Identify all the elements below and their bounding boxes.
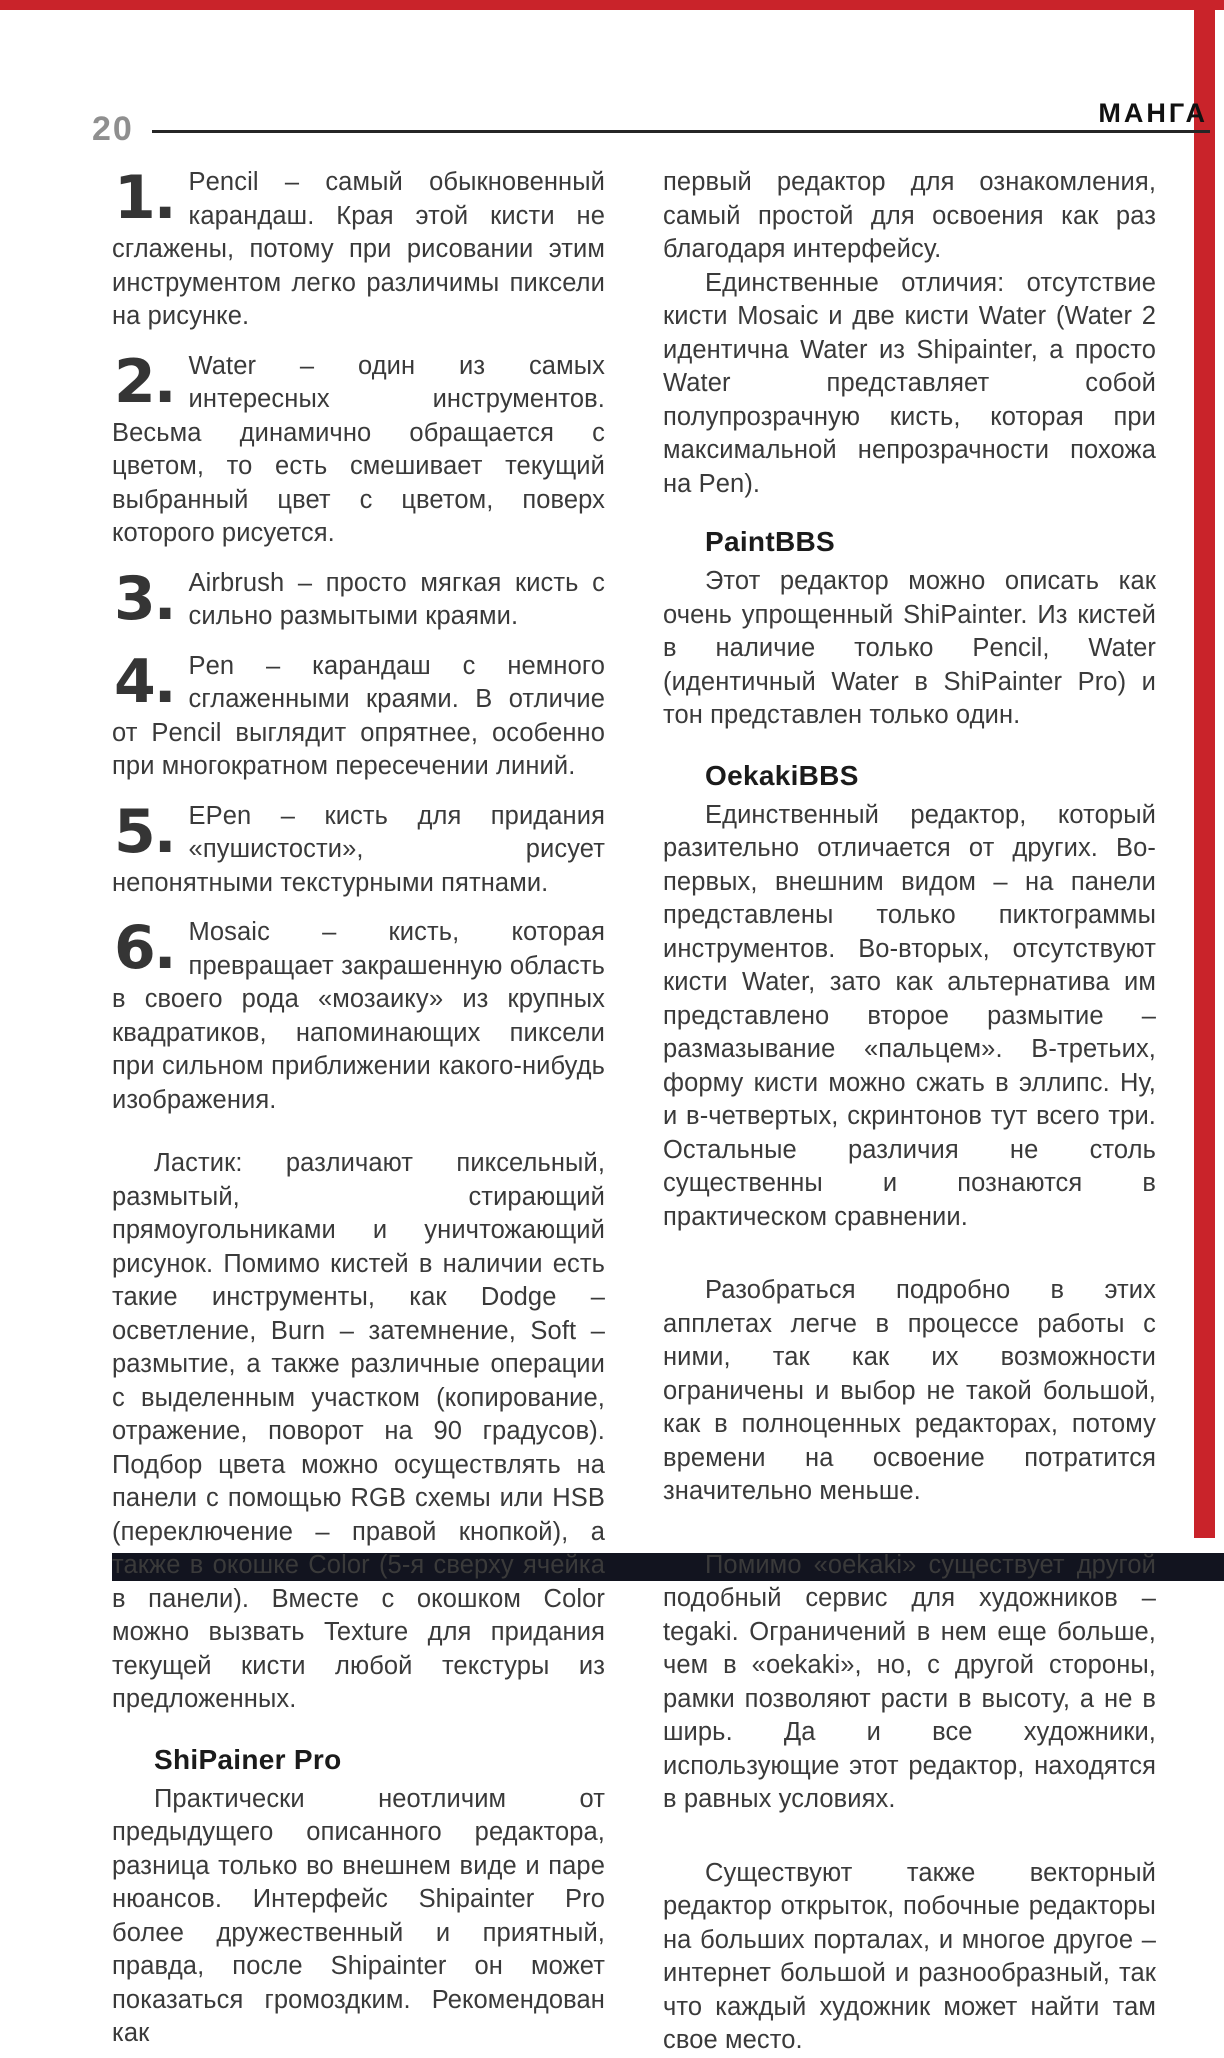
continuation-paragraph: первый редактор для ознакомления, самый простой для освоения как раз благодаря интерфейсу. <box>663 168 1156 263</box>
item-number: 1. <box>114 163 175 233</box>
list-item <box>112 913 605 1117</box>
section-heading-paintbbs: PaintBBS <box>705 526 835 557</box>
item-text: Water – один из самых интересных инструментов. Весьма динамично обращается с цветом, то есть смешивает текущий выбранный цвет с цветом, поверх которого рисуется. <box>112 351 605 547</box>
item-text: Pencil – самый обыкновенный карандаш. Края этой кисти не сглажены, потому при рисовании этим инструментом легко различимы пиксели на рисунке. <box>112 168 605 330</box>
list-item <box>112 346 605 551</box>
closing-paragraph: Помимо «oekaki» существует другой подобный сервис для художников – tegaki. Ограничений в нем еще больше, чем в «oekaki», но, с другой стороны, рамки позволяют расти в высоту, а не в ширь. Да и все художники, использующие этот редактор, находятся в равных условиях. <box>663 1550 1156 1813</box>
list-item <box>112 646 605 784</box>
top-accent-bar <box>0 0 1224 10</box>
item-number: 6. <box>114 913 175 983</box>
list-item <box>112 163 605 334</box>
header-rule <box>152 130 1210 133</box>
eraser-paragraph: Ластик: различают пиксельный, размытый, стирающий прямоугольниками и уничтожающий рисунок. Помимо кистей в наличии есть такие инструменты, как Dodge – осветление, Burn – затемнение, Soft – размытие, а также различные операции с выделенным участком (копирование, отражение, поворот на 90 градусов). Подбор цвета можно осуществлять на панели с помощью RGB схемы или HSB (переключение – правой кнопкой), а также в окошке Color (5-я сверху ячейка в панели). Вместе с окошком Color можно вызвать Texture для придания текущей кисти любой текстуры из предложенных. <box>112 1149 605 1713</box>
closing-paragraph: Разобраться подробно в этих апплетах легче в процессе работы с ними, так как их возможности ограничены и выбор не такой большой, как в полноценных редакторах, потому времени на освоение потратится значительно меньше. <box>663 1276 1156 1505</box>
right-column <box>663 166 1156 2058</box>
section-heading-shipainer-pro: ShiPainer Pro <box>154 1743 342 1775</box>
left-column <box>112 163 605 2051</box>
list-item <box>112 563 605 634</box>
item-number: 2. <box>114 346 175 417</box>
page-header <box>0 96 1224 146</box>
differences-paragraph: Единственные отличия: отсутствие кисти Mosaic и две кисти Water (Water 2 идентична Water из Shipainter, а просто Water представляет собой полупрозрачную кисть, которая при максимальной непрозрачности похожа на Pen). <box>663 268 1156 498</box>
closing-paragraph: Существуют также векторный редактор открыток, побочные редакторы на больших порталах, и многое другое – интернет большой и разнообразный, так что каждый художник может найти там свое место. <box>663 1858 1156 2054</box>
oekakibbs-paragraph: Единственный редактор, который разительно отличается от других. Во-первых, внешним видом – на панели представлены только пиктограммы инструментов. Во-вторых, отсутствуют кисти Water, зато как альтернатива им представлено второе размытие – размазывание «пальцем». В-третьих, форму кисти можно сжать в эллипс. Ну, и в-четвертых, скринтонов тут всего три. Остальные различия не столь существенны и познаются в практическом сравнении. <box>663 800 1156 1231</box>
item-number: 3. <box>114 563 175 634</box>
item-number: 4. <box>114 646 175 717</box>
item-text: Airbrush – просто мягкая кисть с сильно размытыми краями. <box>188 568 605 630</box>
item-text: Pen – карандаш с немного сглаженными краями. В отличие от Pencil выглядит опрятнее, особенно при многократном пересечении линий. <box>112 651 605 780</box>
page-number: 20 <box>92 110 134 148</box>
shipainer-pro-paragraph: Практически неотличим от предыдущего описанного редактора, разница только во внешнем виде и паре нюансов. Интерфейс Shipainter Pro более дружественный и приятный, правда, после Shipainter он может показаться громоздким. Рекомендован как <box>112 1784 605 2047</box>
item-text: Mosaic – кисть, которая превращает закрашенную область в своего рода «мозаику» из крупных квадратиков, напоминающих пиксели при сильном приближении какого-нибудь изображения. <box>112 918 605 1114</box>
header-title: МАНГА <box>1098 98 1208 128</box>
item-number: 5. <box>114 796 175 867</box>
paintbbs-paragraph: Этот редактор можно описать как очень упрощенный ShiPainter. Из кистей в наличие только Pencil, Water (идентичный Water в ShiPainter Pro) и тон представлен только один. <box>663 567 1156 729</box>
item-text: EPen – кисть для придания «пушистости», рисует непонятными текстурными пятнами. <box>112 801 605 897</box>
list-item <box>112 796 605 901</box>
right-accent-stripe <box>1194 0 1215 1538</box>
section-heading-oekakibbs: OekakiBBS <box>705 759 859 791</box>
